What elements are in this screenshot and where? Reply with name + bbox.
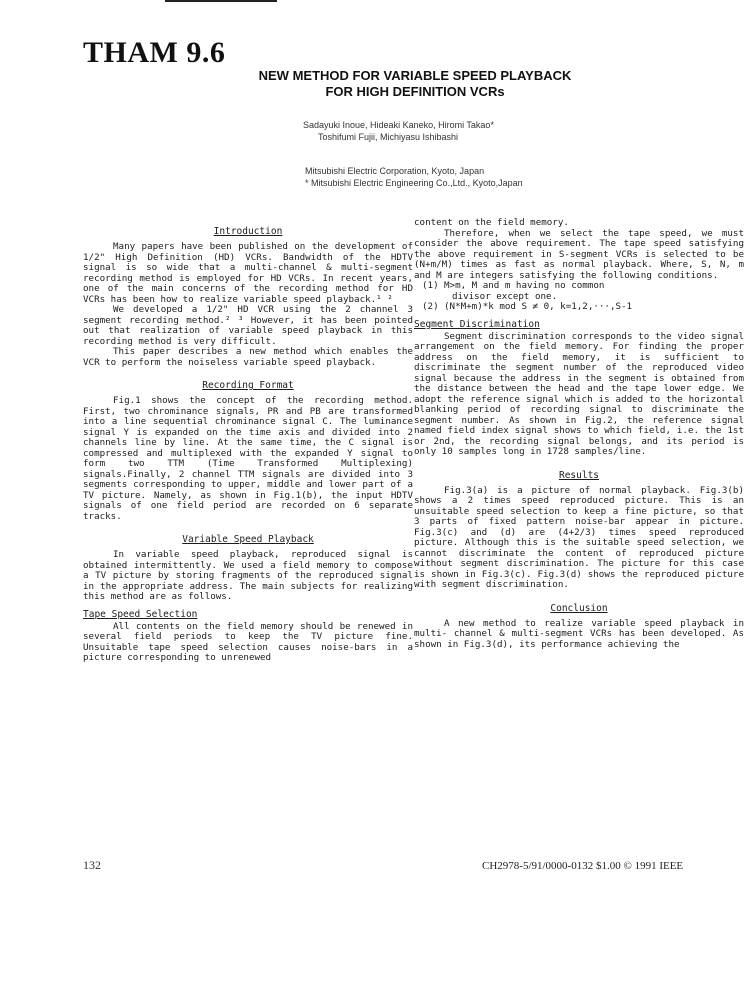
paragraph: We developed a 1/2" HD VCR using the 2 channel 3 segment recording method.² ³ However, it has been pointed out that realization of variable speed playback in this recording method is very difficult.: [83, 304, 413, 347]
affiliation-line-2: * Mitsubishi Electric Engineering Co.,Ltd., Kyoto,Japan: [305, 178, 523, 188]
section-heading-tape-speed: Tape Speed Selection: [83, 608, 198, 620]
authors-line-1: Sadayuki Inoue, Hideaki Kaneko, Hiromi Takao*: [303, 120, 494, 130]
copyright-line: CH2978-5/91/0000-0132 $1.00 © 1991 IEEE: [482, 860, 684, 872]
paper-title-line-2: FOR HIGH DEFINITION VCRs: [325, 84, 505, 99]
section-heading-conclusion: Conclusion: [550, 602, 608, 614]
condition-2: (2) (N*M+m)*k mod S ≠ 0, k=1,2,···,S-1: [422, 301, 633, 312]
section-heading-results: Results: [558, 469, 600, 481]
session-code: THAM 9.6: [83, 36, 226, 69]
left-column: [83, 218, 413, 664]
page-number: 132: [83, 858, 101, 872]
paper-title-line-1: NEW METHOD FOR VARIABLE SPEED PLAYBACK: [258, 68, 572, 83]
paragraph: Fig.1 shows the concept of the recording method. First, two chrominance signals, PR and PB are transformed into a line sequential chrominance signal C. The luminance signal Y is expanded on the time axis and divided into 2 channels line by line. At the same time, the C signal is compressed and multiplexed with the expanded Y signal to form two TTM (Time Transformed Multiplexing) signals.Finally, 2 channel TTM signals are divided into 3 segments corresponding to upper, middle and lower part of a TV picture. Namely, as shown in Fig.1(b), the input HDTV signals of one field period are recorded on 6 separate tracks.: [83, 395, 413, 522]
paragraph: Many papers have been published on the development of 1/2" High Definition (HD) VCRs. Bandwidth of the HDTV signal is so wide that a multi-channel & multi-segment recording method is employed for HD VCRs. In recent years, one of the main concerns of the recording method for HD VCRs has been how to realize variable speed playback.¹ ²: [83, 241, 413, 305]
paragraph: A new method to realize variable speed playback in multi- channel & multi-segment VCRs has been developed. As shown in Fig.3(d), its performance achieving the: [414, 617, 744, 650]
condition-1: (1) M>m, M and m having no common divisor except one.: [422, 280, 605, 302]
paragraph: In variable speed playback, reproduced signal is obtained intermittently. We used a field memory to compose a TV picture by storing fragments of the reproduced signal in the appropriate address. The main subjects for realizing this method are as follows.: [83, 549, 413, 602]
affiliation-line-1: Mitsubishi Electric Corporation, Kyoto, Japan: [305, 166, 485, 176]
paragraph: Segment discrimination corresponds to the video signal arrangement on the field memory. For finding the proper address on the field memory, it is sufficient to discriminate the segment number of the reproduced video signal because the address in the segment is obtained from the distance between the head and the tape lower edge. We adopt the reference signal which is added to the horizontal blanking period of recording signal to discriminate the segment number. As shown in Fig.2, the reference signal named field index signal shows to which field, i.e. the 1st or 2nd, the recording signal belongs, and its period is only 10 samples long in 1728 samples/line.: [414, 330, 744, 457]
section-heading-recording-format: Recording Format: [202, 380, 294, 391]
paragraph: content on the field memory.: [414, 217, 569, 228]
paragraph: This paper describes a new method which enables the VCR to perform the noiseless variable speed playback.: [83, 346, 413, 368]
section-heading-introduction: Introduction: [213, 226, 283, 237]
paragraph: Fig.3(a) is a picture of normal playback. Fig.3(b) shows a 2 times speed reproduced picture. This is an unsuitable speed selection to keep a fine picture, so that 3 parts of fixed pattern noise-bar appear in picture. Fig.3(c) and (d) are (4+2/3) times speed reproduced picture. Although this is the suitable speed selection, we cannot discriminate the content of reproduced picture without segment discrimination. The picture for this case is shown in Fig.3(c). Fig.3(d) shows the reproduced picture with segment discrimination.: [414, 484, 744, 590]
top-rule: [165, 0, 277, 2]
section-heading-variable-speed: Variable Speed Playback: [182, 534, 314, 545]
paragraph: All contents on the field memory should be renewed in several field periods to keep the TV picture fine. Unsuitable tape speed selection causes noise-bars in a picture corresponding to unrenewed: [83, 620, 413, 663]
right-column: [414, 218, 744, 650]
authors-line-2: Toshifumi Fujii, Michiyasu Ishibashi: [318, 132, 459, 142]
paragraph: Therefore, when we select the tape speed, we must consider the above requirement. The tape speed satisfying the above requirement in S-segment VCRs is selected to be (N+m/M) times as fast as normal playback. Where, S, N, m and M are integers satisfying the following conditions.: [414, 227, 744, 281]
section-heading-segment-discrimination: Segment Discrimination: [414, 318, 540, 330]
